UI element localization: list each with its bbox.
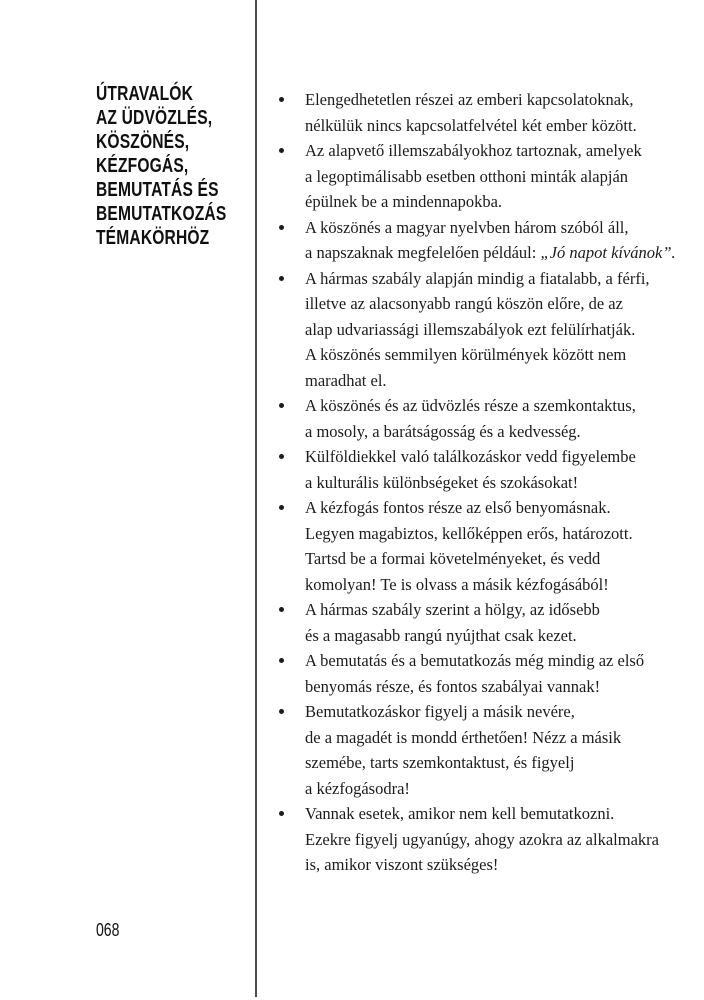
text-segment: szemébe, tarts szemkontaktust, és figyelj [305,753,575,772]
text-segment: is, amikor viszont szükséges! [305,855,499,874]
text-line [305,317,676,343]
list-item [305,87,676,138]
text-segment: és a magasabb rangú nyújthat csak kezet. [305,625,577,645]
text-segment: A kézfogás fontos része az első benyomásnak. [305,498,611,517]
bullet-dot [279,607,284,612]
text-line [305,164,676,190]
chapter-title-line: KÉZFOGÁS, [96,155,189,177]
chapter-title-line: AZ ÜDVÖZLÉS, [96,107,213,129]
list-item [305,801,676,878]
text-line [305,648,676,674]
bullet-dot [279,225,284,230]
text-line [305,138,676,164]
text-line [305,852,676,878]
list-item [305,266,676,394]
main-text-column [305,87,676,878]
bullet-dot [279,658,284,663]
text-segment: maradhat el. [305,370,387,390]
text-line [305,419,676,445]
bullet-dot [279,454,284,459]
italic-quote-text: „Jó napot kívánok”. [540,243,676,262]
chapter-title-line: TÉMAKÖRHÖZ [96,227,210,249]
text-line [305,674,676,700]
text-line [305,725,676,751]
text-segment: benyomás része, és fontos szabályai vannak! [305,676,601,696]
text-line [305,546,676,572]
text-line [305,776,676,802]
text-segment: a kézfogásodra! [305,778,410,798]
text-line [305,266,676,292]
list-item [305,393,676,444]
list-item [305,699,676,801]
text-line [305,393,676,419]
text-line [305,189,676,215]
chapter-title-line: ÚTRAVALÓK [96,83,194,105]
text-segment: Bemutatkozáskor figyelj a másik nevére, [305,702,575,721]
chapter-title-line: KÖSZÖNÉS, [96,131,190,153]
bullet-dot [279,505,284,510]
list-item [305,648,676,699]
chapter-title-line: BEMUTATKOZÁS [96,203,227,225]
bullet-dot [279,811,284,816]
text-segment: a mosoly, a barátságosság és a kedvesség. [305,421,581,441]
bullet-dot [279,276,284,281]
list-item [305,597,676,648]
text-segment: A hármas szabály alapján mindig a fiatalabb, a férfi, [305,268,650,288]
text-segment: illetve az alacsonyabb rangú köszön előre, de az [305,294,623,313]
text-line [305,572,676,598]
text-segment: de a magadét is mondd érthetően! Nézz a másik [305,727,622,747]
text-line [305,521,676,547]
text-segment: A köszönés a magyar nyelvben három szóból áll, [305,217,629,237]
text-line [305,444,676,470]
text-line [305,495,676,521]
text-segment: A köszönés és az üdvözlés része a szemkontaktus, [305,396,636,415]
text-segment: A bemutatás és a bemutatkozás még mindig az első [305,651,645,670]
text-segment: Elengedhetetlen részei az emberi kapcsolatoknak, [305,90,634,109]
text-segment: Az alapvető illemszabályokhoz tartoznak, amelyek [305,141,642,160]
text-line [305,291,676,317]
text-segment: nélkülük nincs kapcsolatfelvétel két ember között. [305,115,637,135]
list-item [305,215,676,266]
text-segment: Ezekre figyelj ugyanúgy, ahogy azokra az alkalmakra [305,829,659,849]
bullet-dot [279,709,284,714]
chapter-title [96,82,263,250]
text-segment: Külföldiekkel való találkozáskor vedd figyelembe [305,447,636,466]
bullet-dot [279,403,284,408]
text-line [305,368,676,394]
page-number: 068 [96,920,120,940]
text-segment: Tartsd be a formai követelményeket, és vedd [305,549,601,568]
text-line [305,342,676,368]
text-segment: a legoptimálisabb esetben otthoni minták alapján [305,166,629,186]
text-line [305,113,676,139]
text-segment: A köszönés semmilyen körülmények között nem [305,345,627,364]
text-line [305,801,676,827]
chapter-title-line: BEMUTATÁS ÉS [96,179,219,201]
text-line [305,623,676,649]
text-line [305,215,676,241]
text-line [305,470,676,496]
text-line [305,827,676,853]
text-segment: komolyan! Te is olvass a másik kézfogásából! [305,574,609,594]
text-segment: a kulturális különbségeket és szokásokat! [305,472,579,492]
bullet-dot [279,148,284,153]
text-segment: épülnek be a mindennapokba. [305,192,503,211]
text-line [305,240,676,266]
text-line [305,87,676,113]
list-item [305,495,676,597]
list-item [305,444,676,495]
text-line [305,699,676,725]
text-segment: A hármas szabály szerint a hölgy, az idősebb [305,600,600,619]
text-segment: alap udvariassági illemszabályok ezt felülírhatják. [305,319,636,339]
text-segment: Vannak esetek, amikor nem kell bemutatkozni. [305,804,615,823]
text-line [305,750,676,776]
text-line [305,597,676,623]
text-segment: Legyen magabiztos, kellőképpen erős, határozott. [305,523,633,543]
bullet-dot [279,97,284,102]
text-segment: a napszaknak megfelelően például: [305,243,541,262]
bullet-list [305,87,676,878]
list-item [305,138,676,215]
